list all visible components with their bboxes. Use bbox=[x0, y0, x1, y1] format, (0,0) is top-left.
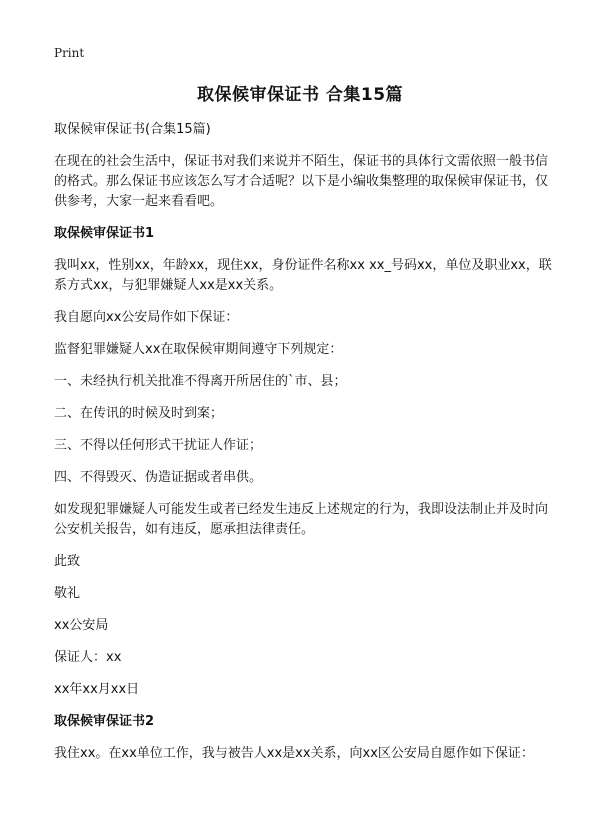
closing-line: 此致 bbox=[54, 554, 81, 569]
paragraph: 我住xx。在xx单位工作，我与被告人xx是xx关系，向xx区公安局自愿作如下保证： bbox=[54, 746, 534, 761]
list-item: 四、不得毁灭、伪造证据或者串供。 bbox=[54, 470, 263, 485]
section-1 bbox=[54, 224, 554, 700]
list-item: 三、不得以任何形式干扰证人作证； bbox=[54, 438, 263, 453]
paragraph: 我叫xx，性别xx，年龄xx，现住xx，身份证件名称xx xx_号码xx，单位及职业xx，联系方式xx，与犯罪嫌疑人xx是xx关系。 bbox=[54, 258, 552, 293]
section-heading: 取保候审保证书1 bbox=[54, 226, 155, 241]
paragraph: 如发现犯罪嫌疑人可能发生或者已经发生违反上述规定的行为，我即设法制止并及时向公安机关报告，如有违反，愿承担法律责任。 bbox=[54, 502, 549, 537]
closing-line: 敬礼 bbox=[54, 586, 81, 601]
date-line: xx年xx月xx日 bbox=[54, 682, 140, 697]
section-heading: 取保候审保证书2 bbox=[54, 714, 155, 729]
intro-paragraph: 在现在的社会生活中，保证书对我们来说并不陌生，保证书的具体行文需依照一般书信的格式。那么保证书应该怎么写才合适呢？以下是小编收集整理的取保候审保证书，仅供参考，大家一起来看看吧。 bbox=[54, 154, 549, 209]
guarantor-line: 保证人：xx bbox=[54, 650, 122, 665]
recipient-line: xx公安局 bbox=[54, 618, 109, 633]
document-subtitle: 取保候审保证书(合集15篇) bbox=[54, 122, 211, 137]
paragraph: 监督犯罪嫌疑人xx在取保候审期间遵守下列规定： bbox=[54, 342, 343, 357]
document-title: 取保候审保证书 合集15篇 bbox=[196, 85, 404, 105]
section-2 bbox=[54, 712, 554, 764]
paragraph: 我自愿向xx公安局作如下保证： bbox=[54, 310, 239, 325]
print-link[interactable]: Print bbox=[54, 46, 85, 60]
document-body bbox=[54, 120, 554, 776]
list-item: 二、在传讯的时候及时到案； bbox=[54, 406, 224, 421]
list-item: 一、未经执行机关批准不得离开所居住的`市、县； bbox=[54, 374, 347, 389]
